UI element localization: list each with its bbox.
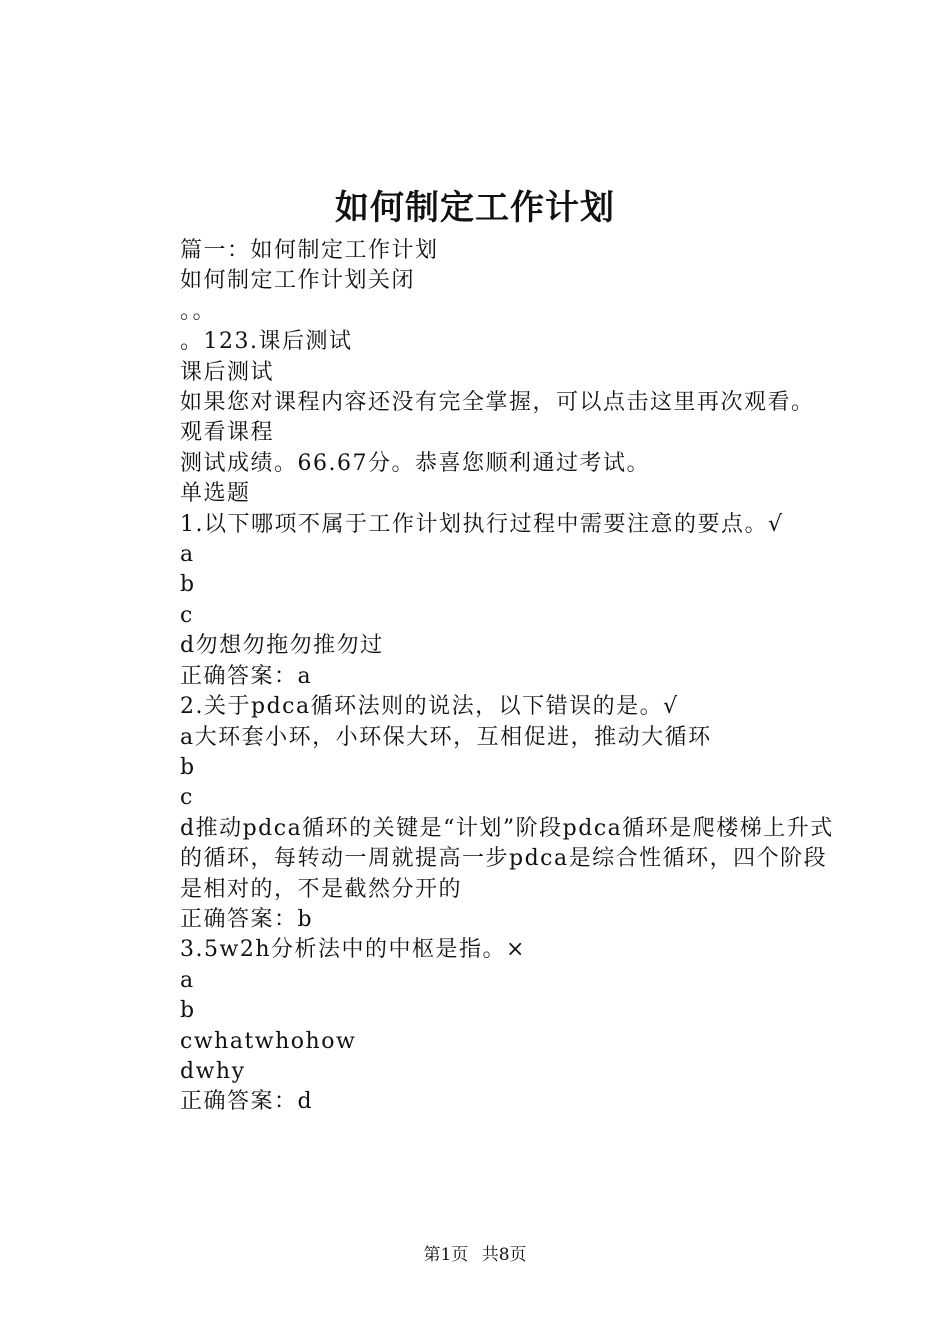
page-footer bbox=[0, 1243, 950, 1267]
page-number: 第1页 bbox=[423, 1245, 469, 1265]
page-title: 如何制定工作计划 bbox=[335, 188, 615, 228]
text-line: 如何制定工作计划关闭 bbox=[180, 268, 416, 294]
option-paragraph: d推动pdca循环的关键是“计划”阶段pdca循环是爬楼梯上升式的循环，每转动一周就提高一步pdca是综合性循环，四个阶段是相对的，不是截然分开的 bbox=[180, 815, 834, 902]
option-line: b bbox=[180, 572, 196, 598]
option-line: cwhatwhohow bbox=[180, 1028, 357, 1054]
question-2: 2.关于pdca循环法则的说法，以下错误的是。√ bbox=[180, 694, 679, 720]
option-line: b bbox=[180, 998, 196, 1024]
text-line: 观看课程 bbox=[180, 420, 275, 446]
answer-line: 正确答案：d bbox=[180, 1089, 314, 1115]
option-line: c bbox=[180, 602, 194, 628]
answer-line: 正确答案：b bbox=[180, 906, 314, 932]
text-line: 课后测试 bbox=[180, 359, 275, 385]
question-type-heading: 单选题 bbox=[180, 481, 251, 507]
option-line: d勿想勿拖勿推勿过 bbox=[180, 633, 384, 659]
option-line: dwhy bbox=[180, 1058, 246, 1084]
answer-line: 正确答案：a bbox=[180, 663, 313, 689]
option-line: a bbox=[180, 967, 195, 993]
option-line: a bbox=[180, 542, 195, 568]
text-line: 。。 bbox=[180, 298, 217, 324]
document-body bbox=[130, 236, 835, 1118]
option-line: b bbox=[180, 754, 196, 780]
option-line: a大环套小环，小环保大环，互相促进，推动大循环 bbox=[180, 724, 712, 750]
section-heading: 篇一：如何制定工作计划 bbox=[180, 238, 439, 263]
option-line: c bbox=[180, 785, 194, 811]
page-total: 共8页 bbox=[481, 1245, 527, 1265]
text-line: 。123.课后测试 bbox=[180, 329, 353, 355]
question-3: 3.5w2h分析法中的中枢是指。× bbox=[180, 937, 526, 963]
text-paragraph: 如果您对课程内容还没有完全掌握，可以点击这里再次观看。 bbox=[180, 390, 815, 416]
test-score-line: 测试成绩。66.67分。恭喜您顺利通过考试。 bbox=[180, 450, 650, 476]
question-1: 1.以下哪项不属于工作计划执行过程中需要注意的要点。√ bbox=[180, 511, 784, 537]
